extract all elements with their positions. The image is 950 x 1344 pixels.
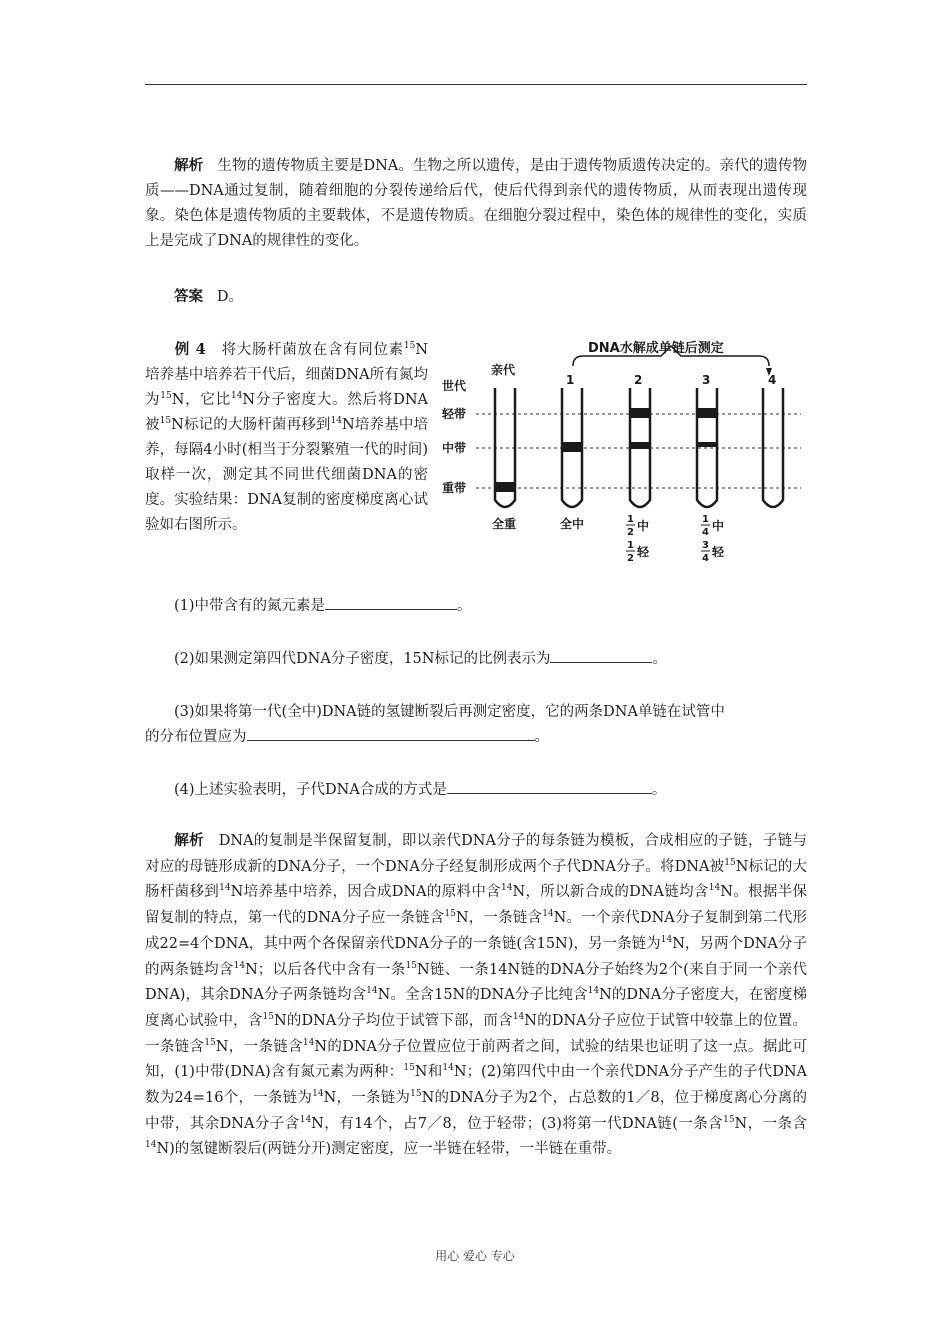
analysis-text: N培养基中培养，因合成DNA的原料中含	[230, 884, 501, 901]
gen-2-fraction-middle	[626, 514, 649, 538]
analysis-text: N。全含15N的DNA分子比纯含	[377, 987, 588, 1004]
svg-text:1: 1	[627, 540, 634, 551]
analysis-text: N，所以新合成的DNA链均含	[512, 884, 709, 901]
isotope-sup: 14	[230, 391, 243, 402]
analysis-label: 解析	[174, 832, 204, 849]
isotope-sup: 15	[723, 1114, 735, 1125]
question-3-text-cont: 的分布位置应为	[145, 729, 247, 745]
isotope-sup: 14	[312, 1089, 324, 1100]
isotope-sup: 14	[708, 883, 721, 894]
answer-blank-1[interactable]	[325, 594, 457, 610]
isotope-sup: 14	[512, 1012, 525, 1023]
example-label: 例 4	[174, 341, 206, 358]
question-2-text: (2)如果测定第四代DNA分子密度，15N标记的比例表示为	[174, 651, 551, 667]
analysis-text: N。一个亲代DNA分子复制到第二代形成22=4个DNA，其中两个各保留亲代DNA分子的一条链(含15N)，另一条链为	[145, 910, 807, 952]
isotope-sup: 14	[660, 934, 673, 945]
figure-header: DNA水解成单链后测定	[588, 341, 724, 356]
question-end: 。	[651, 782, 667, 798]
svg-text:1: 1	[702, 514, 709, 525]
isotope-sup: 14	[366, 986, 378, 997]
tube-gen-1	[562, 388, 582, 507]
analysis-paragraph-1	[145, 153, 807, 254]
question-1-text: (1)中带含有的氮元素是	[174, 598, 326, 614]
svg-text:轻: 轻	[712, 545, 725, 559]
isotope-sup: 14	[500, 883, 513, 894]
question-3	[145, 700, 807, 750]
answer-blank-4[interactable]	[447, 778, 652, 794]
isotope-sup: 14	[219, 883, 231, 894]
dna-centrifuge-figure	[436, 332, 806, 567]
svg-text:中: 中	[637, 519, 650, 533]
generation-label: 世代	[442, 379, 467, 393]
answer-blank-2[interactable]	[550, 647, 652, 663]
question-4	[145, 778, 807, 803]
svg-text:4: 4	[702, 527, 709, 538]
question-3-text: (3)如果将第一代(全中)DNA链的氢键断裂后再测定密度，它的两条DNA单链在试管中	[174, 704, 725, 720]
gen-4-label: 4	[768, 373, 777, 387]
isotope-sup: 15	[405, 960, 417, 971]
gen-3-label: 3	[702, 373, 711, 387]
heavy-band-label: 重带	[442, 481, 467, 495]
tube-gen-2	[630, 388, 650, 507]
example-text: 将大肠杆菌放在含有同位素	[221, 342, 404, 358]
isotope-sup: 15	[724, 857, 736, 868]
analysis-text: N的DNA分子位置应位于前两者之间，试验的结果也证明了这一点。据此可知，(1)中带(DNA)含有氮元素为两种：	[145, 1038, 807, 1081]
isotope-sup: 15	[403, 1063, 415, 1074]
isotope-sup: 14	[299, 1114, 312, 1125]
isotope-sup: 14	[542, 909, 554, 920]
analysis-label: 解析	[174, 157, 204, 174]
analysis-text: 生物的遗传物质主要是DNA。生物之所以遗传，是由于遗传物质遗传决定的。亲代的遗传物质——DNA通过复制，随着细胞的分裂传递给后代，使后代得到亲代的遗传物质，从而表现出遗传现象。染色体是遗传物质的主要载体，不是遗传物质。在细胞分裂过程中，染色体的规律性的变化，实质上是完成了DNA的规律性的变化。	[145, 158, 808, 249]
svg-text:中: 中	[712, 519, 725, 533]
analysis-text: N的DNA分子密度大，在密度梯度离心试验中，含	[145, 987, 807, 1029]
analysis-text: N，一条链含	[455, 910, 543, 927]
svg-text:3: 3	[702, 540, 709, 551]
analysis-text: N；(2)第四代中由一个亲代DNA分子产生的子代DNA数为24=16个，一条链为	[145, 1064, 808, 1107]
isotope-sup: 15	[204, 1037, 216, 1048]
isotope-sup: 15	[159, 416, 172, 427]
analysis-text: N，一条含	[734, 1115, 807, 1132]
question-4-text: (4)上述实验表明，子代DNA合成的方式是	[174, 782, 447, 798]
svg-text:2: 2	[627, 553, 634, 564]
analysis-text: N，有14个，占7／8，位于轻带；(3)将第一代DNA链(一条含	[311, 1115, 724, 1132]
all-heavy-label: 全重	[492, 517, 517, 531]
isotope-sup: 14	[302, 1037, 315, 1048]
question-end: 。	[534, 729, 549, 745]
analysis-text: N，另两个DNA分子的两条链均含	[145, 935, 807, 978]
analysis-text: N，一条链含	[215, 1038, 303, 1055]
example-text: N标记的大肠杆菌再移到	[171, 417, 331, 433]
isotope-sup: 14	[330, 416, 343, 427]
middle-band-label: 中带	[442, 441, 467, 455]
gen-1-label: 1	[566, 373, 575, 387]
gen-3-fraction-light	[701, 540, 725, 564]
gen-2-label: 2	[634, 373, 643, 387]
answer-text: D。	[216, 289, 243, 305]
analysis-text: DNA的复制是半保留复制，即以亲代DNA分子的每条链为模板，合成相应的子链，子链与对应的母链形成新的DNA分子，一个DNA分子经复制形成两个子代DNA分子。将DNA被	[145, 833, 807, 875]
isotope-sup: 14	[442, 1063, 454, 1074]
question-2	[145, 647, 807, 672]
analysis-text: N的DNA分子为2个，占总数的1／8，位于梯度离心分离的中带，其余DNA分子含	[145, 1090, 807, 1132]
isotope-sup: 15	[160, 391, 172, 402]
example-text: N培养基中培养，每隔4小时(相当于分裂繁殖一代的时间)取样一次，测定其不同世代细菌DNA的密度。实验结果：DNA复制的密度梯度离心试验如右图所示。	[145, 417, 429, 533]
svg-text:2: 2	[627, 527, 634, 538]
all-middle-label: 全中	[560, 517, 585, 531]
question-end: 。	[652, 651, 667, 667]
analysis-paragraph-2	[145, 828, 807, 1163]
svg-text:4: 4	[702, 553, 709, 564]
analysis-text: N，一条链为	[323, 1090, 411, 1107]
gen-2-fraction-light	[626, 540, 650, 564]
isotope-sup: 15	[403, 341, 416, 352]
example-text: N培养基中培养若干代后，细菌DNA所有氮均为	[145, 342, 429, 408]
analysis-text: N和	[414, 1064, 443, 1081]
example-text: N分子密度大。然后将DNA被	[145, 392, 428, 433]
header-rule	[145, 84, 807, 85]
isotope-sup: 14	[145, 1140, 157, 1151]
example-4-paragraph	[145, 337, 428, 538]
answer-blank-3[interactable]	[247, 725, 535, 741]
answer-label: 答案	[174, 288, 203, 305]
gen-3-fraction-middle	[701, 514, 724, 538]
question-1	[145, 594, 807, 619]
svg-text:轻: 轻	[637, 545, 650, 559]
isotope-sup: 14	[233, 960, 246, 971]
isotope-sup: 15	[262, 1012, 274, 1023]
analysis-text: N；以后各代中含有一条	[245, 961, 406, 978]
light-band-label: 轻带	[442, 407, 467, 421]
example-text: N，它比	[171, 392, 231, 408]
isotope-sup: 14	[587, 986, 600, 997]
isotope-sup: 15	[444, 909, 456, 920]
isotope-sup: 15	[410, 1089, 422, 1100]
analysis-text: N标记的大肠杆菌移到	[145, 858, 808, 901]
analysis-text: N)的氢键断裂后(两链分开)测定密度，应一半链在轻带，一半链在重带。	[156, 1141, 622, 1158]
page-footer: 用心 爱心 专心	[435, 1249, 515, 1263]
question-end: 。	[457, 598, 472, 614]
analysis-text: N的DNA分子均位于试管下部，而含	[273, 1012, 513, 1029]
answer-line	[145, 284, 807, 310]
analysis-text: N的DNA分子应位于试管中较靠上的位置。一条链含	[145, 1012, 807, 1055]
parent-label: 亲代	[491, 363, 516, 377]
svg-text:1: 1	[627, 514, 634, 525]
analysis-text: N链、一条14N链的DNA分子始终为2个(来自于同一个亲代DNA)，其余DNA分子两条链均含	[145, 961, 808, 1004]
analysis-text: N。根据半保留复制的特点，第一代的DNA分子应一条链含	[145, 884, 807, 927]
